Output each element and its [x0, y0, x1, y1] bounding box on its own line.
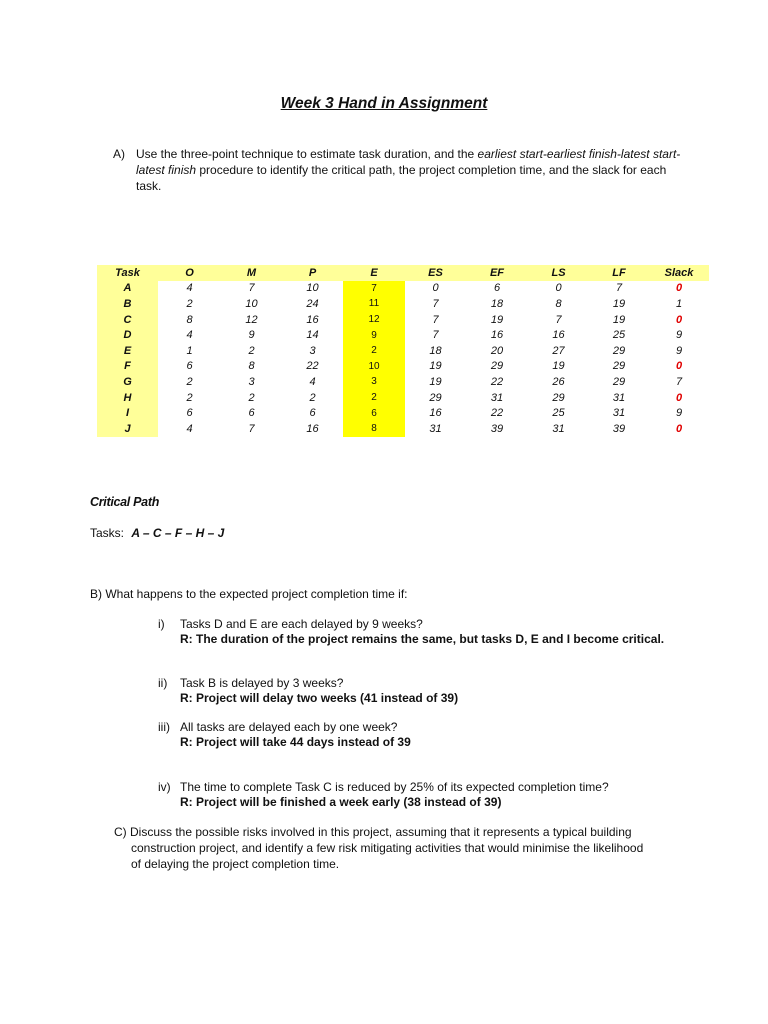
table-cell-e: 2 — [343, 343, 405, 359]
table-cell-slack: 9 — [675, 344, 683, 357]
table-cell-es: 0 — [432, 282, 439, 295]
column-header: Task — [97, 265, 158, 281]
table-cell-o: 2 — [186, 391, 193, 404]
critical-path-label: Tasks: — [90, 526, 125, 540]
question-b-item — [158, 676, 678, 706]
item-question: All tasks are delayed each by one week? — [180, 720, 398, 734]
table-cell-slack: 0 — [675, 282, 683, 295]
table-cell-slack: 9 — [675, 329, 683, 342]
question-a — [113, 146, 683, 194]
table-cell-slack: 0 — [675, 360, 683, 373]
item-answer: R: The duration of the project remains the same, but tasks D, E and I become critical. — [180, 632, 665, 646]
table-cell-p: 14 — [306, 329, 319, 342]
table-cell-ef: 16 — [490, 329, 504, 342]
table-cell-e: 3 — [343, 374, 405, 390]
table-cell-p: 4 — [309, 375, 316, 388]
question-a-label: A) — [113, 147, 125, 161]
table-cell-es: 19 — [429, 360, 442, 373]
table-cell-m: 12 — [245, 313, 258, 326]
question-b: B) What happens to the expected project completion time if: — [90, 587, 408, 601]
table-cell-es: 19 — [429, 375, 442, 388]
table-row — [97, 312, 709, 328]
table-cell-ls: 0 — [555, 282, 562, 295]
table-cell-o: 4 — [186, 329, 193, 342]
table-cell-ls: 29 — [552, 391, 565, 404]
column-header: P — [282, 265, 343, 281]
table-cell-ef: 29 — [490, 360, 504, 373]
table-cell-task: J — [97, 421, 158, 437]
item-answer: R: Project will take 44 days instead of 39 — [180, 735, 411, 749]
item-question: Tasks D and E are each delayed by 9 weeks? — [180, 617, 423, 631]
table-cell-e: 7 — [343, 281, 405, 297]
table-cell-e: 12 — [343, 312, 405, 328]
question-a-text: Use the three-point technique to estimate task duration, and the earliest start-earliest finish-latest start-latest finish procedure to identify the critical path, the project completion time, and the slack for each task. — [136, 147, 681, 193]
critical-path-heading: Critical Path — [90, 495, 160, 509]
column-header: E — [343, 265, 405, 281]
table-cell-ls: 27 — [552, 344, 565, 357]
table-cell-lf: 29 — [612, 344, 626, 357]
table-cell-p: 2 — [309, 391, 316, 404]
table-cell-lf: 31 — [612, 407, 626, 420]
table-row — [97, 296, 709, 312]
item-number: iv) — [158, 780, 171, 794]
table-cell-ls: 8 — [555, 297, 562, 310]
item-answer: R: Project will delay two weeks (41 instead of 39) — [180, 691, 459, 705]
table-cell-m: 6 — [248, 407, 255, 420]
table-row — [97, 374, 709, 390]
table-cell-o: 1 — [186, 344, 193, 357]
table-cell-ef: 18 — [490, 297, 504, 310]
question-a-italic-text: earliest start-earliest finish-latest start-latest finish — [136, 147, 681, 177]
table-cell-slack: 0 — [675, 422, 683, 435]
item-number: ii) — [158, 676, 168, 690]
table-cell-p: 22 — [306, 360, 319, 373]
table-cell-p: 10 — [306, 282, 319, 295]
table-cell-ls: 7 — [555, 313, 562, 326]
question-b-item — [158, 617, 678, 647]
table-row — [97, 327, 709, 343]
table-cell-es: 18 — [429, 344, 442, 357]
table-cell-o: 6 — [186, 360, 193, 373]
table-cell-slack: 0 — [675, 313, 683, 326]
item-question: Task B is delayed by 3 weeks? — [180, 676, 344, 690]
table-cell-es: 16 — [429, 407, 442, 420]
table-cell-p: 6 — [309, 407, 316, 420]
table-cell-task: H — [97, 390, 158, 406]
table-cell-lf: 19 — [612, 313, 626, 326]
table-cell-task: D — [97, 327, 158, 343]
table-cell-p: 24 — [306, 297, 319, 310]
table-row — [97, 281, 709, 297]
table-cell-task: F — [97, 359, 158, 375]
item-number: iii) — [158, 720, 170, 734]
critical-path-sequence: A – C – F – H – J — [131, 526, 225, 540]
item-question: The time to complete Task C is reduced by 25% of its expected completion time? — [180, 780, 609, 794]
table-row — [97, 343, 709, 359]
question-c — [114, 824, 674, 872]
table-cell-ls: 25 — [552, 407, 565, 420]
table-cell-e: 10 — [343, 359, 405, 375]
column-header: M — [221, 265, 282, 281]
table-cell-e: 8 — [343, 421, 405, 437]
table-cell-p: 16 — [306, 313, 319, 326]
table-cell-m: 10 — [245, 297, 258, 310]
task-table — [97, 265, 709, 437]
table-cell-task: A — [97, 281, 158, 297]
item-answer: R: Project will be finished a week early (38 instead of 39) — [180, 795, 502, 809]
document-title: Week 3 Hand in Assignment — [280, 95, 488, 112]
table-cell-lf: 19 — [612, 297, 626, 310]
table-cell-ls: 26 — [552, 375, 565, 388]
table-cell-p: 3 — [309, 344, 316, 357]
table-cell-e: 9 — [343, 327, 405, 343]
column-header: LS — [528, 265, 589, 281]
table-row — [97, 421, 709, 437]
table-cell-o: 8 — [186, 313, 193, 326]
table-cell-m: 2 — [248, 344, 255, 357]
table-cell-lf: 25 — [612, 329, 626, 342]
table-cell-ef: 6 — [493, 282, 501, 295]
table-cell-es: 7 — [432, 329, 439, 342]
table-cell-task: B — [97, 296, 158, 312]
table-cell-e: 11 — [343, 296, 405, 312]
table-cell-o: 2 — [186, 297, 193, 310]
table-cell-ef: 22 — [490, 375, 504, 388]
table-cell-lf: 29 — [612, 375, 626, 388]
table-cell-es: 7 — [432, 297, 439, 310]
question-b-item — [158, 720, 678, 750]
table-cell-e: 6 — [343, 405, 405, 421]
question-c-line: of delaying the project completion time. — [131, 857, 340, 871]
table-row — [97, 359, 709, 375]
column-header: Slack — [649, 265, 709, 281]
table-cell-task: C — [97, 312, 158, 328]
table-cell-lf: 29 — [612, 360, 626, 373]
table-cell-slack: 7 — [675, 375, 683, 388]
table-cell-slack: 1 — [675, 297, 683, 310]
table-cell-ef: 39 — [490, 422, 504, 435]
table-cell-ls: 19 — [552, 360, 565, 373]
column-header: ES — [405, 265, 466, 281]
table-cell-task: E — [97, 343, 158, 359]
table-cell-es: 29 — [429, 391, 442, 404]
table-cell-o: 2 — [186, 375, 193, 388]
table-cell-lf: 7 — [615, 282, 623, 295]
table-cell-ef: 19 — [490, 313, 504, 326]
table-cell-ef: 20 — [490, 344, 504, 357]
question-c-line: C) Discuss the possible risks involved in this project, assuming that it represents a typical building — [114, 825, 632, 839]
table-cell-task: G — [97, 374, 158, 390]
table-cell-ef: 22 — [490, 407, 504, 420]
table-cell-m: 7 — [248, 282, 255, 295]
table-cell-p: 16 — [306, 422, 319, 435]
table-cell-ls: 31 — [552, 422, 565, 435]
item-number: i) — [158, 617, 165, 631]
table-cell-m: 2 — [248, 391, 255, 404]
table-cell-m: 3 — [248, 375, 255, 388]
table-cell-slack: 9 — [675, 407, 683, 420]
table-cell-ef: 31 — [490, 391, 504, 404]
critical-path-tasks — [90, 526, 224, 540]
table-cell-task: I — [97, 405, 158, 421]
question-c-line: construction project, and identify a few risk mitigating activities that would minimise the likelihood — [131, 841, 644, 855]
table-cell-slack: 0 — [675, 391, 683, 404]
table-cell-o: 4 — [186, 282, 193, 295]
column-header: O — [158, 265, 221, 281]
question-b-item — [158, 780, 678, 810]
table-cell-o: 6 — [186, 407, 193, 420]
table-row — [97, 405, 709, 421]
table-cell-m: 9 — [248, 329, 255, 342]
table-cell-es: 7 — [432, 313, 439, 326]
table-cell-e: 2 — [343, 390, 405, 406]
column-header: EF — [466, 265, 528, 281]
table-cell-es: 31 — [429, 422, 442, 435]
table-cell-lf: 39 — [612, 422, 626, 435]
table-header-row — [97, 265, 709, 281]
table-cell-m: 8 — [248, 360, 255, 373]
table-cell-ls: 16 — [552, 329, 565, 342]
table-cell-lf: 31 — [612, 391, 626, 404]
table-row — [97, 390, 709, 406]
table-cell-m: 7 — [248, 422, 255, 435]
column-header: LF — [589, 265, 649, 281]
table-cell-o: 4 — [186, 422, 193, 435]
